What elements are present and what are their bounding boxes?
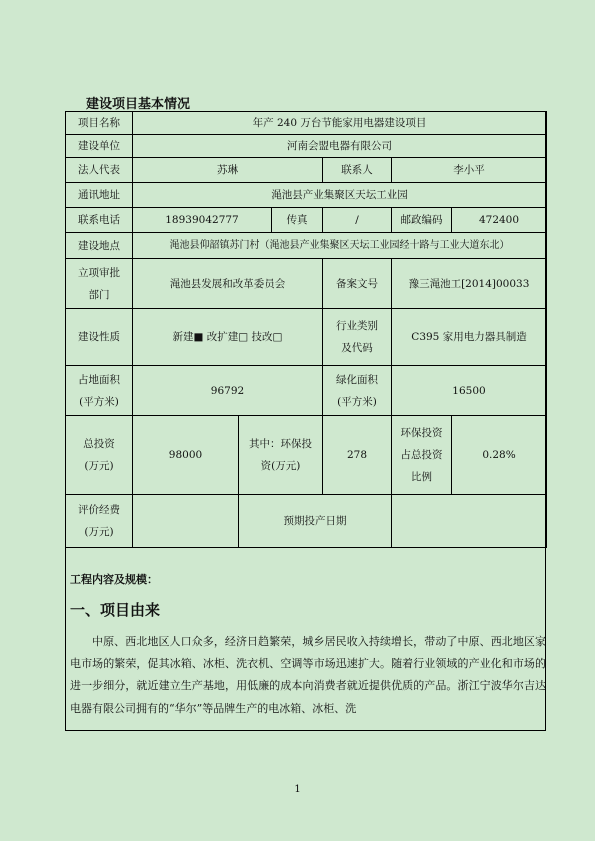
land-area-label bbox=[66, 366, 133, 416]
legal-rep-value: 苏琳 bbox=[133, 158, 323, 183]
unit-value: 河南会盟电器有限公司 bbox=[133, 135, 547, 158]
site-label: 建设地点 bbox=[66, 233, 133, 259]
start-date-label: 预期投产日期 bbox=[239, 495, 392, 548]
green-area-label-line2: (平方米) bbox=[337, 395, 377, 408]
eval-fee-label-line2: (万元) bbox=[84, 526, 114, 538]
total-invest-label-line1: 总投资 bbox=[83, 438, 115, 450]
land-area-label-line2: (平方米) bbox=[79, 395, 119, 408]
industry-label-line2: 及代码 bbox=[341, 342, 373, 354]
approval-dept-value: 渑池县发展和改革委员会 bbox=[133, 259, 323, 309]
env-ratio-label bbox=[392, 416, 452, 495]
approval-dept-label-line2: 部门 bbox=[88, 288, 110, 301]
nature-value: 新建■ 改扩建□ 技改□ bbox=[133, 309, 323, 366]
green-area-value: 16500 bbox=[392, 366, 547, 416]
env-ratio-label-line1: 环保投资 bbox=[400, 427, 443, 439]
project-name-label: 项目名称 bbox=[66, 112, 133, 135]
industry-label bbox=[323, 309, 392, 366]
site-value: 渑池县仰韶镇苏门村（渑池县产业集聚区天坛工业园经十路与工业大道东北） bbox=[133, 233, 547, 259]
approval-dept-label-line1: 立项审批 bbox=[78, 266, 120, 279]
start-date-value bbox=[392, 495, 547, 548]
land-area-value: 96792 bbox=[133, 366, 323, 416]
section-title: 建设项目基本情况 bbox=[86, 97, 191, 112]
postcode-label: 邮政编码 bbox=[392, 208, 452, 233]
section-label: 工程内容及规模： bbox=[70, 573, 158, 586]
eval-fee-label-line1: 评价经费 bbox=[78, 504, 120, 516]
eval-fee-value bbox=[133, 495, 239, 548]
eval-fee-label bbox=[66, 495, 133, 548]
green-area-label bbox=[323, 366, 392, 416]
fax-value: / bbox=[323, 208, 392, 233]
env-ratio-label-line3: 比例 bbox=[411, 471, 432, 483]
legal-rep-label: 法人代表 bbox=[66, 158, 133, 183]
industry-value: C395 家用电力器具制造 bbox=[392, 309, 547, 366]
industry-label-line1: 行业类别 bbox=[336, 320, 378, 332]
env-ratio-value: 0.28% bbox=[452, 416, 547, 495]
project-name-value: 年产 240 万台节能家用电器建设项目 bbox=[133, 112, 547, 135]
env-invest-label bbox=[239, 416, 323, 495]
green-area-label-line1: 绿化面积 bbox=[336, 373, 378, 386]
basic-info-table bbox=[65, 111, 547, 548]
phone-label: 联系电话 bbox=[66, 208, 133, 233]
postcode-value: 472400 bbox=[452, 208, 547, 233]
env-invest-label-line1: 其中：环保投 bbox=[249, 438, 312, 450]
land-area-label-line1: 占地面积 bbox=[78, 373, 120, 386]
unit-label: 建设单位 bbox=[66, 135, 133, 158]
filing-no-value: 豫三渑池工[2014]00033 bbox=[392, 259, 547, 309]
page-number: 1 bbox=[294, 784, 301, 795]
heading: 一、项目由来 bbox=[70, 601, 161, 619]
body-paragraph: 中原、西北地区人口众多，经济日趋繁荣，城乡居民收入持续增长，带动了中原、西北地区家电市场的繁荣，促其冰箱、冰柜、洗衣机、空调等市场迅速扩大。随着行业领域的产业化和市场的进一步细分，就近建立生产基地，用低廉的成本向消费者就近提供优质的产品。浙江宁波华尔吉达电器有限公司拥有的“华尔”等品牌生产的电冰箱、冰柜、洗 bbox=[70, 635, 546, 715]
filing-no-label: 备案文号 bbox=[323, 259, 392, 309]
total-invest-label-line2: (万元) bbox=[84, 460, 114, 472]
total-invest-label bbox=[66, 416, 133, 495]
address-value: 渑池县产业集聚区天坛工业园 bbox=[133, 183, 547, 208]
fax-label: 传真 bbox=[272, 208, 323, 233]
approval-dept-label bbox=[66, 259, 133, 309]
total-invest-value: 98000 bbox=[133, 416, 239, 495]
address-label: 通讯地址 bbox=[66, 183, 133, 208]
env-ratio-label-line2: 占总投资 bbox=[400, 449, 443, 461]
contact-value: 李小平 bbox=[392, 158, 547, 183]
env-invest-label-line2: 资(万元) bbox=[260, 460, 301, 472]
nature-label: 建设性质 bbox=[66, 309, 133, 366]
env-invest-value: 278 bbox=[323, 416, 392, 495]
contact-label: 联系人 bbox=[323, 158, 392, 183]
phone-value: 18939042777 bbox=[133, 208, 272, 233]
